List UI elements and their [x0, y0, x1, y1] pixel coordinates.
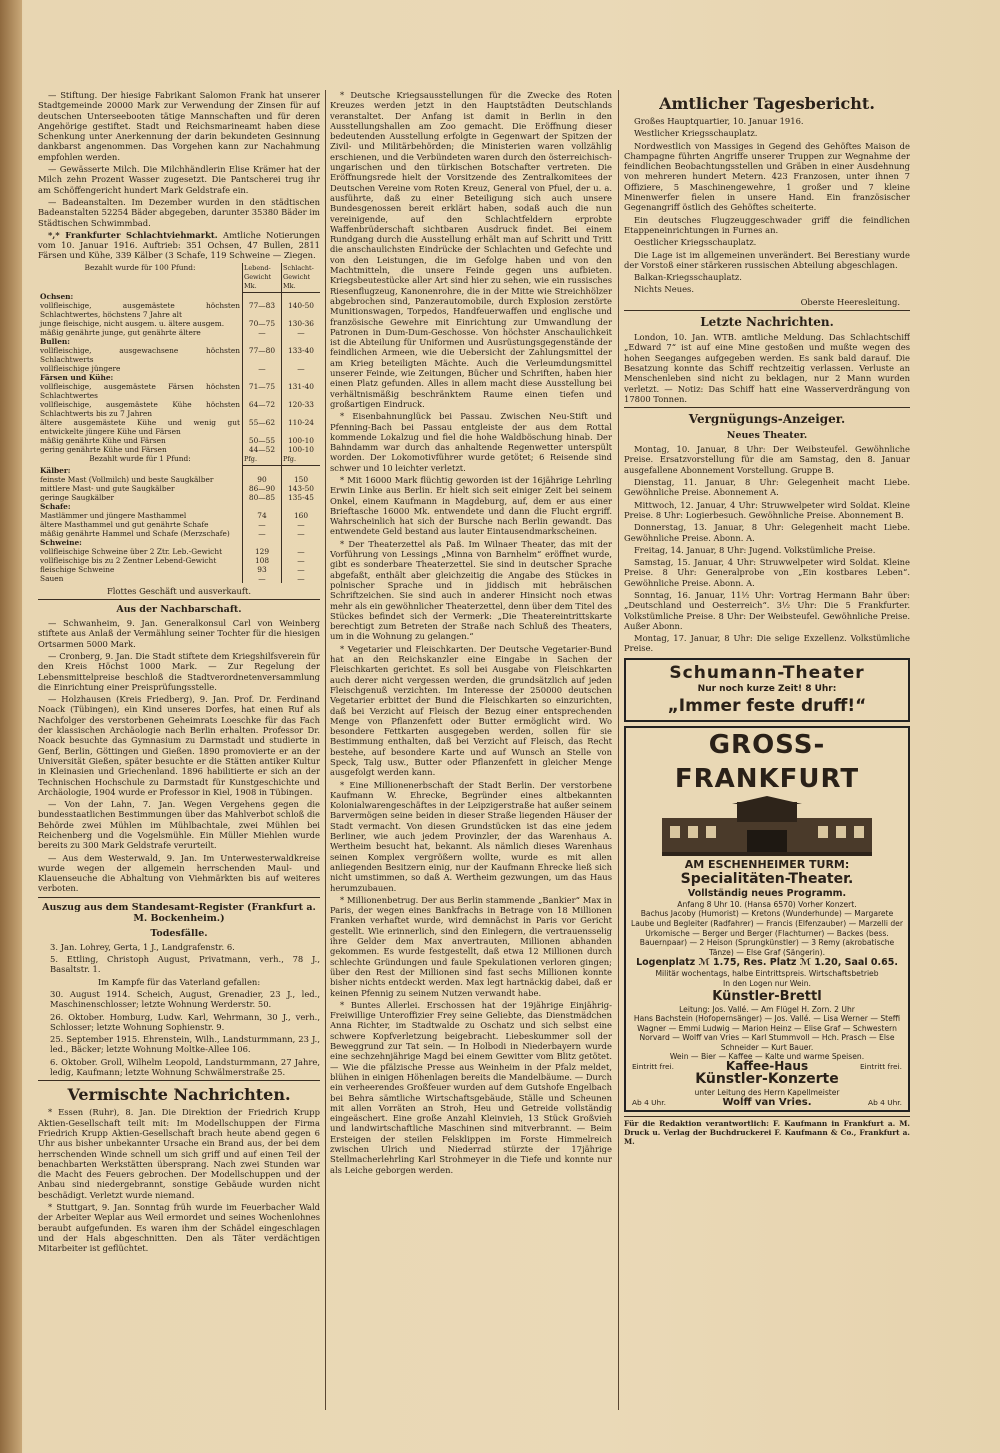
market-row-value-a: 74 [243, 511, 282, 520]
news-paragraph: * Vegetarier und Fleischkarten. Der Deutsche Vegetarier-Bund hat an den Reichskanzler eine Eingabe in Sachen der Fleischkarten gerichtet. Es soll bei Ausgabe von Fleischkarten auch derer nicht vergessen werden, die grundsätzlich auf jeden Fleischgenuß verzichten. Im Interesse der 250000 deutschen Vegetarier erbittet der Bund die Fleischkarten so einzurichten, daß bei Verzicht auf Fleisch der Bezug einer entsprechenden Menge von Pflanzenfett oder Butter ermöglicht wird. Wo besondere Fettkarten ausgegeben werden, sollen für sie Bestimmung enthalten, daß bei Verzicht auf Fleisch, das Recht bestehe, auf besondere Karte und auf Wunsch an Stelle von Speck, Talg usw., Butter oder Pflanzenfett in gleicher Menge ausgefolgt werden kann. [330, 643, 612, 778]
news-paragraph: — Holzhausen (Kreis Friedberg), 9. Jan. Prof. Dr. Ferdinand Noack (Tübingen), ein Kind unseres Dorfes, hat einen Ruf als Nachfolger des verstorbenen Geheimrats Loeschke für das Fach der klassischen Archäologie nach Berlin erhalten. Professor Dr. Noack besuchte das Gymnasium zu Darmstadt und studierte in Genf, Berlin, Göttingen und Gießen. 1890 promovierte er an der Universität Gießen, später besuchte er die Stätten antiker Kultur in Kleinasien und Griechenland. 1896 habilitierte er sich an der Technischen Hochschule zu Darmstadt für Kunstgeschichte und Archäologie, 1904 wurde er Professor in Kiel, 1908 in Tübingen. [38, 694, 320, 797]
news-paragraph: * Essen (Ruhr), 8. Jan. Die Direktion der Friedrich Krupp Aktien-Gesellschaft teilt mit: Im Modellschuppen der Firma Friedrich Krupp Aktien-Gesellschaft brach heute abend gegen 6 Uhr aus bisher unbekannter Ursache ein Brand aus, der bei dem herrschenden Winde schnell um sich griff und auf einen Teil der benachbarten Werkstätten übersprang. Nach zwei Stunden war die Macht des Feuers gebrochen. Der Modellschuppen und der Anbau sind niedergebrannt, sonstige Gebäude wurden nicht beschädigt. Verletzt wurde niemand. [38, 1107, 320, 1200]
market-row-value-b: — [282, 364, 321, 373]
market-row [38, 565, 320, 574]
building-illustration [642, 796, 892, 858]
market-row [38, 337, 320, 346]
news-paragraph: Ein deutsches Flugzeuggeschwader griff die feindlichen Etappeneinrichtungen in Furnes an. [624, 214, 910, 235]
market-row [38, 436, 320, 445]
register-entry: 30. August 1914. Scheich, August, Grenadier, 23 J., led., Maschinenschlosser; letzte Wohnung Werderstr. 50. [50, 988, 320, 1010]
market-col-d: Pfg. [282, 454, 321, 466]
dateline: Großes Hauptquartier, 10. Januar 1916. [634, 116, 804, 126]
section-title-nachbarschaft: Aus der Nachbarschaft. [116, 604, 242, 616]
market-row [38, 511, 320, 520]
market-row [38, 382, 320, 400]
ad-kb-acts: Hans Bachstein (Hofopernsänger) — Jos. Vallé. — Lisa Werner — Steffi Wagner — Emmi Ludwig — Marion Heinz — Elise Graf — Schwestern Norvard — Wolff van Vries — Karl Stummvoll — Hch. Prasch — Else Schneider — Kurt Bauer. [633, 1014, 901, 1052]
register-entry: 3. Jan. Lohrey, Gerta, 1 J., Landgrafenstr. 6. [50, 941, 235, 952]
market-row-value-b: — [282, 529, 321, 538]
ad-schumann-show: „Immer feste druff!“ [667, 695, 867, 716]
market-row [38, 547, 320, 556]
market-row-value-a [243, 466, 282, 475]
register-entry: 26. Oktober. Homburg, Ludw. Karl, Wehrmann, 30 J., verh., Schlosser; letzte Wohnung Sophienstr. 9. [50, 1011, 320, 1032]
ad-cafe-row [626, 1059, 908, 1074]
program-entry: Dienstag, 11. Januar, 8 Uhr: Gelegenheit macht Liebe. Gewöhnliche Preise. Abonnement A. [624, 477, 910, 498]
market-row [38, 346, 320, 364]
column-rule-1 [325, 90, 326, 1410]
market-row-value-b: — [282, 547, 321, 556]
market-row [38, 373, 320, 382]
market-row-value-a: 108 [243, 556, 282, 565]
market-row [38, 493, 320, 502]
market-row [38, 445, 320, 454]
ad-cafe-right: Eintritt frei. [860, 1062, 902, 1072]
market-footer: Flottes Geschäft und ausverkauft. [106, 585, 252, 596]
market-row-value-a: 129 [243, 547, 282, 556]
market-row [38, 364, 320, 373]
market-row-value-a [243, 337, 282, 346]
market-row-value-a: 55—62 [243, 418, 282, 436]
ad-konzerte-lead: unter Leitung des Herrn Kapellmeister [694, 1088, 840, 1098]
section-divider [38, 599, 320, 600]
market-row-value-b: 120-33 [282, 400, 321, 418]
market-row-label: Kälber: [40, 465, 71, 475]
market-row-label: vollfleischige, ausgewachsene höchsten Schlachtwerts [40, 346, 240, 365]
register-entry: 5. Ettling, Christoph August, Privatmann, verh., 78 J., Basaltstr. 1. [50, 954, 320, 975]
market-row-value-b: 100-10 [282, 445, 321, 454]
market-row-value-b [282, 466, 321, 475]
market-row-value-b: 131-40 [282, 382, 321, 400]
market-row-label: vollfleischige jüngere [40, 364, 121, 374]
news-paragraph: Die Lage ist im allgemeinen unverändert. Bei Berestiany wurde der Vorstoß einer stärkeren russischen Abteilung abgeschlagen. [624, 249, 910, 270]
market-row-value-a [243, 373, 282, 382]
market-row-value-a: 77—80 [243, 346, 282, 364]
ad-time-left: Ab 4 Uhr. [632, 1097, 666, 1107]
page-edge-left [0, 0, 22, 1453]
market-row-value-a: — [243, 364, 282, 373]
market-row-label: vollfleischige Schweine über 2 Ztr. Leb.-Gewicht [40, 546, 223, 556]
news-paragraph: * Eisenbahnunglück bei Passau. Zwischen Neu-Stift und Pfenning-Bach bei Passau entgleiste der aus dem Rottal kommende Lokalzug und fiel die hohe Waldböschung hinab. Der Bahndamm war durch das anhaltende Regenwetter unterspült worden. Der Lokomotivführer wurde getötet; 6 Reisende sind schwer und 10 leichter verletzt. [330, 411, 612, 473]
market-row [38, 319, 320, 328]
news-paragraph: — Schwanheim, 9. Jan. Generalkonsul Carl von Weinberg stiftete aus Anlaß der Vermählung seiner Tochter für die hiesigen Ortsarmen 5000 Mark. [38, 618, 320, 649]
column-1 [38, 90, 320, 1410]
market-row-label: vollfleischige bis zu 2 Zentner Lebend-Gewicht [40, 555, 217, 565]
market-col-c: Pfg. [243, 454, 282, 466]
program-entry: Samstag, 15. Januar, 4 Uhr: Struwwelpeter wird Soldat. Kleine Preise. 8 Uhr: Generalprobe von „Ein kostbares Leben“. Gewöhnliche Preise. Abonn. A. [624, 557, 910, 588]
news-paragraph: — Aus dem Westerwald, 9. Jan. Im Unterwesterwaldkreise wurde wegen der allgemein herrschenden Maul- und Klauenseuche die Abhaltung von Viehmärkten bis auf weiteres verboten. [38, 852, 320, 894]
market-heading [38, 230, 320, 261]
market-row-label: geringe Saugkälber [40, 492, 115, 502]
market-row-label: vollfleischige, ausgemästete Färsen höchsten Schlachtwertes [40, 382, 240, 401]
market-row-label: Sauen [40, 573, 64, 583]
ad-gf-acts: Bachus Jacoby (Humorist) — Kretons (Wunderhunde) — Margarete Laube und Begleiter (Radfahrer) — Francis (Elfenzauber) — Marzelli der Urkomische — Berger und Berger (Flachturner) — Backes (bess. Bauernpaar) — 2 Heison (Sprungkünstler) — 3 Remy (akrobatische Tänze) — Else Graf (Sängerin). [631, 909, 903, 957]
program-entry: Freitag, 14. Januar, 8 Uhr: Jugend. Volkstümliche Preise. [634, 544, 876, 555]
market-row-label: gering genährte Kühe und Färsen [40, 445, 167, 455]
ad-cafe-name: Kaffee-Haus [725, 1059, 809, 1074]
market-row [38, 574, 320, 583]
market-row-label: Schafe: [40, 501, 71, 511]
market-row [38, 475, 320, 484]
market-row [38, 301, 320, 319]
market-row-value-b [282, 337, 321, 346]
subsection-title-balkan: Balkan-Kriegsschauplatz. [634, 272, 742, 283]
market-row-value-b: 130-36 [282, 319, 321, 328]
market-row-label: Ochsen: [40, 292, 74, 302]
market-row [38, 502, 320, 511]
market-row [38, 466, 320, 475]
section-subtitle-todesfaelle: Todesfälle. [150, 927, 208, 939]
market-row-value-b: — [282, 520, 321, 529]
market-row [38, 328, 320, 337]
market-row-value-a: 90 [243, 475, 282, 484]
news-paragraph: * Deutsche Kriegsausstellungen für die Zwecke des Roten Kreuzes werden jetzt in den Hauptstädten Deutschlands veranstaltet. Der Anfang ist damit in Berlin in den Ausstellungshallen am Zoo gemacht. Die Eröffnung dieser bedeutenden Ausstellung erfolgte in Gegenwart der Spitzen der Zivil- und Militärbehörden; die Ministerien waren vollzählig erschienen, und die Verbündeten waren durch den österreichisch-ungarischen und den türkischen Botschafter vertreten. Die Eröffnungsrede hielt der Vorsitzende des Zentralkomitees der Deutschen Vereine vom Roten Kreuz, General von Pfuel, der u. a. ausführte, daß zu einer Beteiligung sich auch unsere Bundesgenossen bereit erklärt haben, sodaß auch die nun vereinigende, auf den Schlachtfeldern erprobte Waffenbrüderschaft sichtbaren Ausdruck findet. Bei einem Rundgang durch die Ausstellung erhält man auf Schritt und Tritt die anschaulichsten Eindrücke der Schlachten und Gefechte und von den Leistungen, die im Gefolge haben und von den Machtmitteln, die unsere Feinde gegen uns aufbieten. Kriegsbeutestücke aller Art sind hier zu sehen, wie ein russisches Riesenflugzeug, Kanonenrohre, die in der Mitte wie Streichhölzer abgebrochen sind, Panzerautomobile, durch Explosion zerstörte Munitionswagen, Torpedos, Handfeuerwaffen und englische und französische Gewehre mit Einrichtung zur Umwandlung der Patronen in Dum-Dum-Geschosse. Von höchster Anschaulichkeit ist die Abteilung für Uniformen und Ausrüstungsgegenstände der feindlichen Armeen, wie die Uebersicht der Zahlungsmittel der am Krieg beteiligten Mächte. Auch die Verleumdungsmittel unserer Feinde, wie Zeitungen, Bücher und Schriften, haben hier einen Platz gefunden. Alles in allem macht diese Ausstellung bei verhältnismäßig beschränktem Raume einen tiefen und großartigen Eindruck. [330, 90, 612, 409]
column-rule-2 [618, 90, 619, 1410]
ad-gf-location: AM ESCHENHEIMER TURM: [684, 857, 850, 871]
market-row-value-b: — [282, 556, 321, 565]
news-paragraph: — Cronberg, 9. Jan. Die Stadt stiftete dem Kriegshilfsverein für den Kreis Höchst 1000 Mark. — Zur Regelung der Lebensmittelpreise beschloß die Stadtverordnetenversammlung die Einrichtung einer Preisprüfungsstelle. [38, 650, 320, 692]
market-row-value-a: — [243, 529, 282, 538]
market-row-value-b: 150 [282, 475, 321, 484]
market-row-label: Bullen: [40, 337, 71, 347]
market-row-value-b: 135-45 [282, 493, 321, 502]
news-paragraph: Nordwestlich von Massiges in Gegend des Gehöftes Maison de Champagne führten Angriffe unserer Truppen zur Wegnahme der feindlichen Beobachtungsstellen und Gräben in einer Ausdehnung von mehreren hundert Metern. 423 Franzosen, unter ihnen 7 Offiziere, 5 Maschinengewehre, 1 großer und 7 kleine Minenwerfer fielen in unsere Hand. Ein französischer Gegenangriff östlich des Gehöftes scheiterte. [624, 140, 910, 213]
market-row [38, 529, 320, 538]
gefallen-title: Im Kampfe für das Vaterland gefallen: [97, 976, 261, 987]
market-row-value-b: 140-50 [282, 301, 321, 319]
market-row-label: ältere ausgemästete Kühe und wenig gut entwickelte jüngere Kühe und Färsen [40, 418, 240, 437]
signoff: Oberste Heeresleitung. [800, 296, 900, 307]
section-divider [624, 407, 910, 408]
ad-konzerte-row [626, 1098, 908, 1110]
market-row [38, 520, 320, 529]
section-title-standesamt: Auszug aus dem Standesamt-Register (Frankfurt a. M. Bockenheim.) [42, 901, 316, 924]
market-row-value-b [282, 373, 321, 382]
column-3 [624, 90, 910, 1410]
ad-gf-prices: Logenplatz ℳ 1.75, Res. Platz ℳ 1.20, Saal 0.65. [636, 957, 898, 969]
market-row-label: fleischige Schweine [40, 564, 115, 574]
market-row [38, 556, 320, 565]
market-row-label: mäßig genährte Kühe und Färsen [40, 436, 166, 446]
ad-schumann-tag: Nur noch kurze Zeit! 8 Uhr: [697, 683, 837, 694]
market-row-value-b: — [282, 574, 321, 583]
ad-gf-times: Anfang 8 Uhr 10. (Hansa 6570) Vorher Konzert. [677, 899, 857, 909]
ad-schumann-name: Schumann-Theater [669, 662, 865, 683]
ad-cafe-left: Eintritt frei. [632, 1062, 674, 1072]
market-row [38, 538, 320, 547]
market-row-value-a: — [243, 574, 282, 583]
market-row-value-a: 93 [243, 565, 282, 574]
market-row-value-b: — [282, 328, 321, 337]
news-paragraph: * Millionenbetrug. Der aus Berlin stammende „Bankier“ Max in Paris, der wegen eines Bankfrachs in Betrage von 18 Millionen Franken verhaftet wurde, wird demnächst in Paris vor Gericht gestellt. Wie erinnerlich, sind den Einlegern, die vertrauensselig ihre Gelder dem Max anvertrauten, Millionen abhanden gekommen. Es wurde festgestellt, daß etwa 12 Millionen durch schlechte Gründungen und faule Spekulationen verloren gingen; über den Rest der Millionen sind fast sechs Millionen konnte bisher nichts entdeckt werden. Max legt hartnäckig dabei, daß er keinen Pfennig zu seinem Nutzen verwandt habe. [330, 894, 612, 998]
market-row-label: Schweine: [40, 537, 82, 547]
market-row-label: vollfleischige, ausgemästete Kühe höchsten Schlachtwerts bis zu 7 Jahren [40, 400, 240, 419]
market-row-value-a: — [243, 328, 282, 337]
section-divider [624, 310, 910, 311]
news-paragraph: — Badeanstalten. Im Dezember wurden in den städtischen Badeanstalten 52254 Bäder abgegeben, darunter 35380 Bäder im Städtischen Schwimmbad. [38, 196, 320, 228]
market-row-label: mäßig genährte Hammel und Schafe (Merzschafe) [40, 528, 230, 538]
program-entry: Montag, 10. Januar, 8 Uhr: Der Weibsteufel. Gewöhnliche Preise. Ersatzvorstellung für die am Samstag, den 8. Januar ausgefallene Abonnement Vorstellung. Gruppe B. [624, 444, 910, 475]
market-row-value-a [243, 538, 282, 547]
market-row-value-a: 70—75 [243, 319, 282, 328]
market-row-value-b: 143-50 [282, 484, 321, 493]
ad-kb-lead: Leitung: Jos. Vallé. — Am Flügel H. Zorn. 2 Uhr [679, 1004, 855, 1014]
news-paragraph: * Mit 16000 Mark flüchtig geworden ist der 16jährige Lehrling Erwin Linke aus Berlin. Er hielt sich seit einiger Zeit bei seinem Onkel, einem Kaufmann in Magdeburg, auf, dem er aus einer Brieftasche 16000 Mk. entwendete und dann die Flucht ergriff. Wahrscheinlich hat sich der Bursche nach Berlin gewandt. Das entwendete Geld bestand aus lauter Eintausendmarkscheinen. [330, 474, 612, 537]
news-paragraph: — Von der Lahn, 7. Jan. Wegen Vergehens gegen die bundesstaatlichen Bestimmungen über das Mahlverbot schloß die Behörde zwei Mühlen im Mühlbachtale, zwei Mühlen bei Reichenberg und die Vogelsmühle. Ein Müller Miehlen wurde bereits zu 300 Mark Geldstrafe verurteilt. [38, 799, 320, 851]
market-row-label: feinste Mast (Vollmilch) und beste Saugkälber [40, 474, 214, 484]
ad-schumann-theater [624, 658, 910, 722]
market-row-value-a: 44—52 [243, 445, 282, 454]
register-entry: 25. September 1915. Ehrenstein, Wilh., Landsturmmann, 23 J., led., Bäcker; letzte Wohnung Moltke-Allee 106. [50, 1034, 320, 1055]
market-row-value-b: 100-10 [282, 436, 321, 445]
market-row-label: junge fleischige, nicht ausgem. u. ältere ausgem. [40, 319, 225, 329]
register-entry: 6. Oktober. Groll, Wilhelm Leopold, Landsturmmann, 27 Jahre, ledig, Kaufmann; letzte Wohnung Schwälmerstraße 25. [50, 1056, 320, 1078]
ad-gf-military: Militär wochentags, halbe Eintrittspreis. Wirtschaftsbetrieb [655, 969, 879, 979]
news-paragraph: — Gewässerte Milch. Die Milchhändlerin Elise Krämer hat der Milch zehn Prozent Wasser zugesetzt. Die Pantscherei trug ihr am Schöffengericht hundert Mark Geldstrafe ein. [38, 164, 320, 195]
market-row-value-b: 160 [282, 511, 321, 520]
ad-gf-program: Vollständig neues Programm. [687, 887, 847, 899]
market-row-value-a: 77—83 [243, 301, 282, 319]
news-paragraph: London, 10. Jan. WTB. amtliche Meldung. Das Schlachtschiff „Edward 7“ ist auf eine Mine gestoßen und mußte wegen des hohen Seeganges aufgegeben werden. Es sank bald darauf. Die Besatzung konnte das Schiff rechtzeitig verlassen. Verluste an Menschenleben sind nicht zu beklagen, nur 2 Mann wurden verletzt. — Notiz: Das Schiff hatt eine Wasserverdrängung von 17800 Tonnen. [624, 332, 910, 404]
market-row-value-a: 80—85 [243, 493, 282, 502]
market-col-a: Lebend-Gewicht Mk. [243, 263, 282, 293]
ad-gross-frankfurt [624, 726, 910, 1112]
program-entry: Donnerstag, 13. Januar, 8 Uhr: Gelegenheit macht Liebe. Gewöhnliche Preise. Abonn. A. [624, 522, 910, 543]
market-row [38, 400, 320, 418]
market-row-value-a [243, 502, 282, 511]
section-title-amtlich: Amtlicher Tagesbericht. [659, 94, 875, 113]
program-entry: Sonntag, 16. Januar, 11½ Uhr: Vortrag Hermann Bahr über: „Deutschland und Oesterreich“. 3½ Uhr: Die 5 Frankfurter. Volkstümliche Preise. 8 Uhr: Der Weibsteufel. Gewöhnliche Preise. Außer Abonn. [624, 589, 910, 631]
ad-gf-lower-rooms: In den Logen nur Wein. [723, 978, 811, 988]
market-row-value-a: 64—72 [243, 400, 282, 418]
market-row-label: mittlere Mast- und gute Saugkälber [40, 483, 175, 493]
ad-kb-title: Künstler-Brettl [712, 988, 822, 1004]
market-row-value-a: 86—90 [243, 484, 282, 493]
news-paragraph: Nichts Neues. [634, 284, 695, 295]
news-paragraph: * Der Theaterzettel als Paß. Im Wilnaer Theater, das mit der Vorführung von Lessings „Minna von Barnhelm“ eröffnet wurde, gibt es sonderbare Theaterzettel. Sie sind in deutscher Sprache abgefaßt, enthält aber gleichzeitig die Angabe des Stückes in polnischer Sprache und in jiddisch mit hebräischen Schriftzeichen. Sie sind auch in anderer Hinsicht noch etwas mehr als ein gewöhnlicher Theaterzettel, denn über dem Titel des Stückes befindet sich der Vermerk: „Die Theatereintrittskarte berechtigt zum Betreten der Straße nach Schluß des Theaters, um in die Wohnung zu gelangen.“ [330, 538, 612, 642]
market-unit-line: Bezahlt wurde für 100 Pfund: [84, 262, 196, 272]
market-intro: Amtliche Notierungen vom 10. Januar 1916. Auftrieb: 351 Ochsen, 47 Bullen, 2811 Färsen und Kühe, 339 Kälber (3 Schafe, 119 Schweine — Ziegen. [38, 229, 320, 261]
market-row-value-b: 110-24 [282, 418, 321, 436]
ad-gf-title: GROSS-FRANKFURT [674, 729, 860, 794]
news-paragraph: * Stuttgart, 9. Jan. Sonntag früh wurde im Feuerbacher Wald der Arbeiter Weplar aus Weil ermordet und seines Wochenlohnes beraubt aufgefunden. Es waren ihm der Schädel eingeschlagen und der Hals abgeschnitten. Den als Täter verdächtigen Mitarbeiter ist geflüchtet. [38, 1202, 320, 1254]
ad-kb-food: Wein — Bier — Kaffee — Kalte und warme Speisen. [669, 1052, 865, 1062]
market-row [38, 418, 320, 436]
market-unit-line-2: Bezahlt wurde für 1 Pfund: [89, 454, 191, 464]
news-paragraph: * Eine Millionenerbschaft der Stadt Berlin. Der verstorbene Kaufmann W. Ehrecke, Begründer eines altbekannten Kolonialwarengeschäftes in der Leipzigerstraße hat außer seinem Barvermögen seine beiden in dieser Straße liegenden Häuser der Stadt vermacht. Von diesen Grundstücken ist das eine jedem Berliner, wie auch jedem Provinzler, der das Warenhaus A. Wertheim besucht hat, bekannt. Als nämlich dieses Warenhaus seinen Komplex vergrößern wollte, wurde es mit allen anliegenden Besitzern einig, nur der Kaufmann Ehrecke ließ sich nicht umstimmen, so daß A. Wertheim gezwungen, um das Haus herumzubauen. [330, 779, 612, 893]
market-row-value-b [282, 502, 321, 511]
news-paragraph: * Buntes Allerlei. Erschossen hat der 19jährige Einjährig-Freiwillige Unteroffizier Frey seine Geliebte, das Dienstmädchen Anna Richter, im Stadtwalde zu Oschatz und sich selbst eine schwere Kopfverletzung beigebracht. Liebeskummer soll der Beweggrund zur Tat sein. — In Holbodi in Niederbayern wurde eine sechzehnjährige Magd bei einem Gewitter vom Blitz getötet. — Wie die pfälzische Presse aus Weinheim in der Pfalz meldet, blühen in einigen Höhenlagen bereits die Mandelbäume. — Durch ein verheerendes Großfeuer wurden auf dem Gutshofe Engelbach bei Behra sämtliche Wirtschaftsgebäude, Ställe und Scheunen mit allen Vorräten an Stroh, Heu und Getreide vollständig eingeäschert. Eine große Anzahl Kleinvieh, 13 Stück Großvieh und landwirtschaftliche Maschinen sind mitverbrannt. — Beim Ersteigen der steilen Felsklippen im Forste Himmelreich zwischen Ulrich und Niederrad stürzte der 17jährige Stellmacherlehrling Karl Strohmeyer in die Tiefe und konnte nur als Leiche geborgen werden. [330, 999, 612, 1175]
market-row-label: vollfleischige, ausgemästete höchsten Schlachtwertes, höchstens 7 Jahre alt [40, 301, 240, 320]
subsection-title-west: Westlicher Kriegsschauplatz. [634, 128, 758, 139]
market-row-value-b [282, 538, 321, 547]
market-row [38, 292, 320, 301]
market-row-label: Färsen und Kühe: [40, 373, 114, 383]
section-divider [38, 897, 320, 898]
market-row-value-a [243, 292, 282, 301]
market-row-value-b [282, 292, 321, 301]
market-row-value-b: 133-40 [282, 346, 321, 364]
market-table [38, 263, 320, 583]
theater-title: Neues Theater. [726, 430, 808, 442]
market-row-value-a: 50—55 [243, 436, 282, 445]
market-title: *,* Frankfurter Schlachtviehmarkt. [48, 229, 218, 240]
column-2 [330, 90, 612, 1410]
section-title-letzte: Letzte Nachrichten. [700, 315, 834, 330]
ad-gf-kind: Specialitäten-Theater. [680, 870, 854, 887]
program-entry: Mittwoch, 12. Januar, 4 Uhr: Struwwelpeter wird Soldat. Kleine Preise. 8 Uhr: Logierbesuch. Gewöhnliche Preise. Abonnement B. [624, 499, 910, 520]
market-row-value-a: 71—75 [243, 382, 282, 400]
market-col-b: Schlacht-Gewicht Mk. [282, 263, 321, 293]
section-title-vermischte: Vermischte Nachrichten. [67, 1085, 291, 1105]
imprint: Für die Redaktion verantwortlich: F. Kaufmann in Frankfurt a. M. Druck u. Verlag der Buchdruckerei F. Kaufmann & Co., Frankfurt a. M. [624, 1116, 910, 1146]
ad-conductor: Wolff van Vries. [722, 1096, 812, 1108]
ad-konzerte: Künstler-Konzerte [695, 1071, 839, 1088]
market-row [38, 484, 320, 493]
market-row-value-a: — [243, 520, 282, 529]
news-paragraph: — Stiftung. Der hiesige Fabrikant Salomon Frank hat unserer Stadtgemeinde 20000 Mark zur Verwendung der Zinsen für auf deutschen Unterseebooten tätige Mannschaften und für deren Angehörige gestiftet. Stadt und Reichsmarineamt haben diese Schenkung unter Anerkennung der darin bekundeten Gesinnung dankbarst angenommen. Das Vorgehen kann zur Nachahmung empfohlen werden. [38, 90, 320, 162]
market-row-label: ältere Masthammel und gut genährte Schafe [40, 519, 209, 529]
market-row-value-b: — [282, 565, 321, 574]
program-entry: Montag, 17. Januar, 8 Uhr: Die selige Exzellenz. Volkstümliche Preise. [624, 633, 910, 654]
ad-time-right: Ab 4 Uhr. [868, 1097, 902, 1107]
market-row-label: Mastlämmer und jüngere Masthammel [40, 510, 187, 520]
subsection-title-ost: Oestlicher Kriegsschauplatz. [634, 237, 757, 248]
section-title-vergnuegung: Vergnügungs-Anzeiger. [688, 412, 846, 427]
section-divider [38, 1080, 320, 1081]
market-row-label: mäßig genährte junge, gut genährte ältere [40, 328, 201, 338]
